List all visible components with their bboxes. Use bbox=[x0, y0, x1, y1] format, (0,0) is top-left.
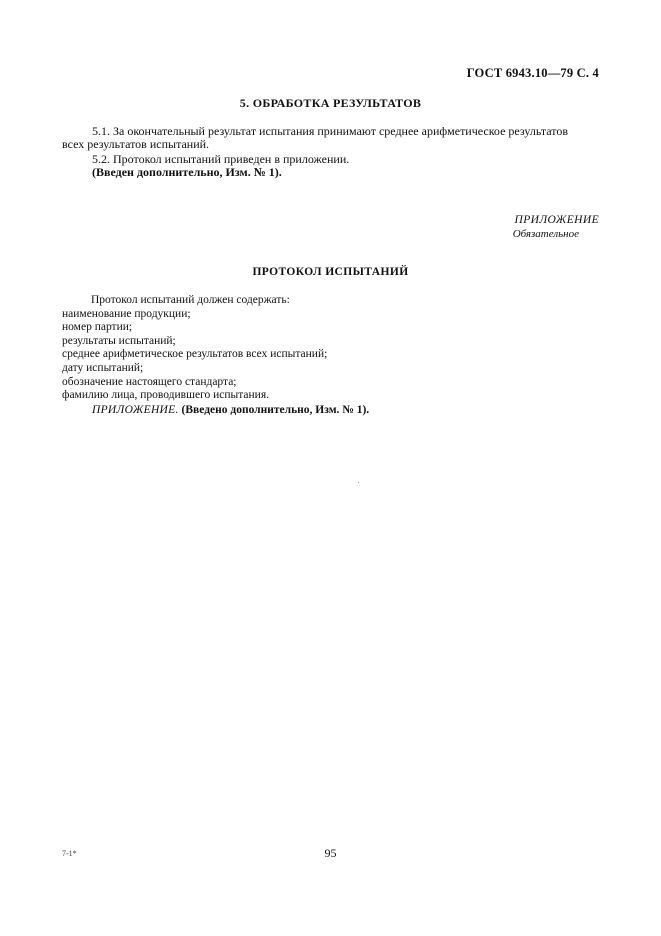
scan-speck bbox=[358, 482, 359, 483]
paragraph-5-1-line-1: 5.1. За окончательный результат испытания принимают среднее арифметическое результатов bbox=[92, 124, 569, 138]
section-title: 5. ОБРАБОТКА РЕЗУЛЬТАТОВ bbox=[239, 96, 422, 110]
note-text: (Введено дополнительно, Изм. № 1). bbox=[178, 404, 370, 416]
paragraph-5-2: 5.2. Протокол испытаний приведен в приложении. bbox=[92, 152, 350, 166]
list-item: наименование продукции; bbox=[62, 307, 191, 320]
appendix-amendment-note bbox=[92, 404, 369, 416]
paragraph-5-1-line-2: всех результатов испытаний. bbox=[62, 137, 210, 151]
page-number: 95 bbox=[324, 846, 337, 860]
list-item: результаты испытаний; bbox=[62, 334, 176, 347]
list-item: обозначение настоящего стандарта; bbox=[62, 375, 237, 388]
document-header: ГОСТ 6943.10—79 С. 4 bbox=[466, 66, 599, 80]
list-item: фамилию лица, проводившего испытания. bbox=[62, 389, 270, 402]
list-item: среднее арифметическое результатов всех испытаний; bbox=[62, 348, 328, 361]
print-signature-mark: 7-1* bbox=[62, 849, 77, 858]
list-item: дату испытаний; bbox=[62, 361, 144, 374]
list-item: номер партии; bbox=[62, 321, 133, 334]
note-label: ПРИЛОЖЕНИЕ. bbox=[92, 404, 179, 416]
list-intro: Протокол испытаний должен содержать: bbox=[91, 294, 290, 306]
protocol-title: ПРОТОКОЛ ИСПЫТАНИЙ bbox=[252, 266, 409, 278]
appendix-status: Обязательное bbox=[512, 228, 579, 240]
appendix-label: ПРИЛОЖЕНИЕ bbox=[514, 214, 599, 226]
protocol-requirements-list bbox=[62, 294, 327, 403]
amendment-note: (Введен дополнительно, Изм. № 1). bbox=[92, 165, 282, 179]
